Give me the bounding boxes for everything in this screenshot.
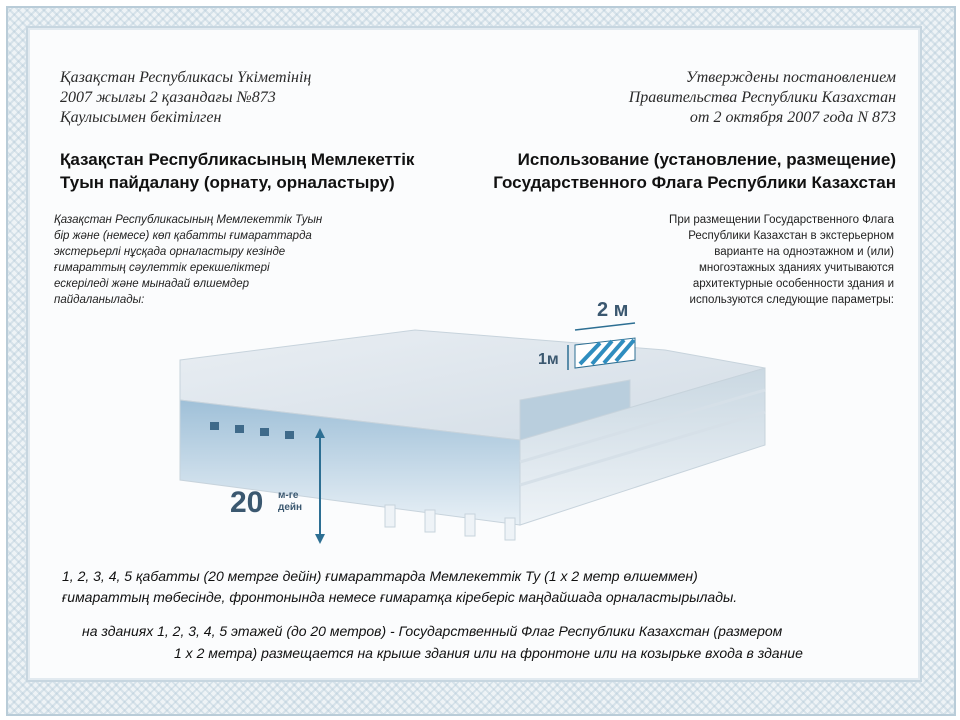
description-russian-line: варианте на одноэтажном и (или) xyxy=(714,246,894,258)
title-russian xyxy=(493,148,896,194)
flag-width-line xyxy=(575,323,635,330)
bottom-text-russian xyxy=(82,620,888,664)
title-kazakh xyxy=(60,148,414,194)
bottom-kazakh-line: 1, 2, 3, 4, 5 қабатты (20 метрге дейін) ғимараттарда Мемлекеттік Ту (1 х 2 метр өлшеммен) xyxy=(62,568,698,584)
description-russian-line: Республики Казахстан в экстерьерном xyxy=(688,230,894,242)
flag-width-label: 2 м xyxy=(597,299,629,321)
flag-height-label: 1м xyxy=(538,351,559,368)
bottom-russian-line: 1 х 2 метра) размещается на крыше здания или на фронтоне или на козырьке входа в здание xyxy=(174,645,803,661)
description-russian-line: многоэтажных зданиях учитываются xyxy=(698,262,894,274)
header-kazakh-line: Қаулысымен бекітілген xyxy=(60,109,222,126)
title-russian-line: Использование (установление, размещение) xyxy=(517,150,896,169)
description-kazakh-line: бір және (немесе) көп қабатты ғимараттарда xyxy=(54,230,312,242)
title-russian-line: Государственного Флага Республики Казахстан xyxy=(493,173,896,192)
building-height-value: 20 xyxy=(230,486,264,519)
header-kazakh xyxy=(60,68,311,128)
header-russian xyxy=(629,68,896,128)
header-kazakh-line: Қазақстан Республикасы Үкіметінің xyxy=(60,69,312,86)
header-russian-line: Утверждены постановлением xyxy=(685,69,896,86)
description-kazakh-line: ғимараттың сәулеттік ерекшеліктері xyxy=(54,262,270,274)
title-kazakh-line: Туын пайдалану (орнату, орналастыру) xyxy=(60,173,395,192)
description-russian-line: используются следующие параметры: xyxy=(689,294,894,306)
header-russian-line: Правительства Республики Казахстан xyxy=(628,89,896,106)
bottom-russian-line: на зданиях 1, 2, 3, 4, 5 этажей (до 20 метров) - Государственный Флаг Республики Казахстан (размером xyxy=(82,623,783,639)
description-russian-line: При размещении Государственного Флага xyxy=(669,214,894,226)
building-height-unit: дейн xyxy=(278,502,303,513)
description-kazakh-line: экстерьерлі нұсқада орналастыру кезінде xyxy=(54,246,286,258)
header-russian-line: от 2 октября 2007 года N 873 xyxy=(689,109,896,126)
building-height-unit: м-ге xyxy=(278,490,299,501)
header-kazakh-line: 2007 жылғы 2 қазандағы №873 xyxy=(60,89,276,106)
description-kazakh-line: пайдаланылады: xyxy=(54,294,145,306)
title-kazakh-line: Қазақстан Республикасының Мемлекеттік xyxy=(60,150,415,169)
bottom-text-kazakh xyxy=(62,566,737,608)
building-illustration xyxy=(160,290,800,550)
description-kazakh-line: Қазақстан Республикасының Мемлекеттік Туын xyxy=(54,214,323,226)
description-kazakh-line: ескеріледі және мынадай өлшемдер xyxy=(54,278,250,290)
description-russian-line: архитектурные особенности здания и xyxy=(692,278,894,290)
bottom-kazakh-line: ғимараттың төбесінде, фронтонында немесе ғимаратқа кіреберіс маңдайшада орналастырылады. xyxy=(62,589,738,605)
